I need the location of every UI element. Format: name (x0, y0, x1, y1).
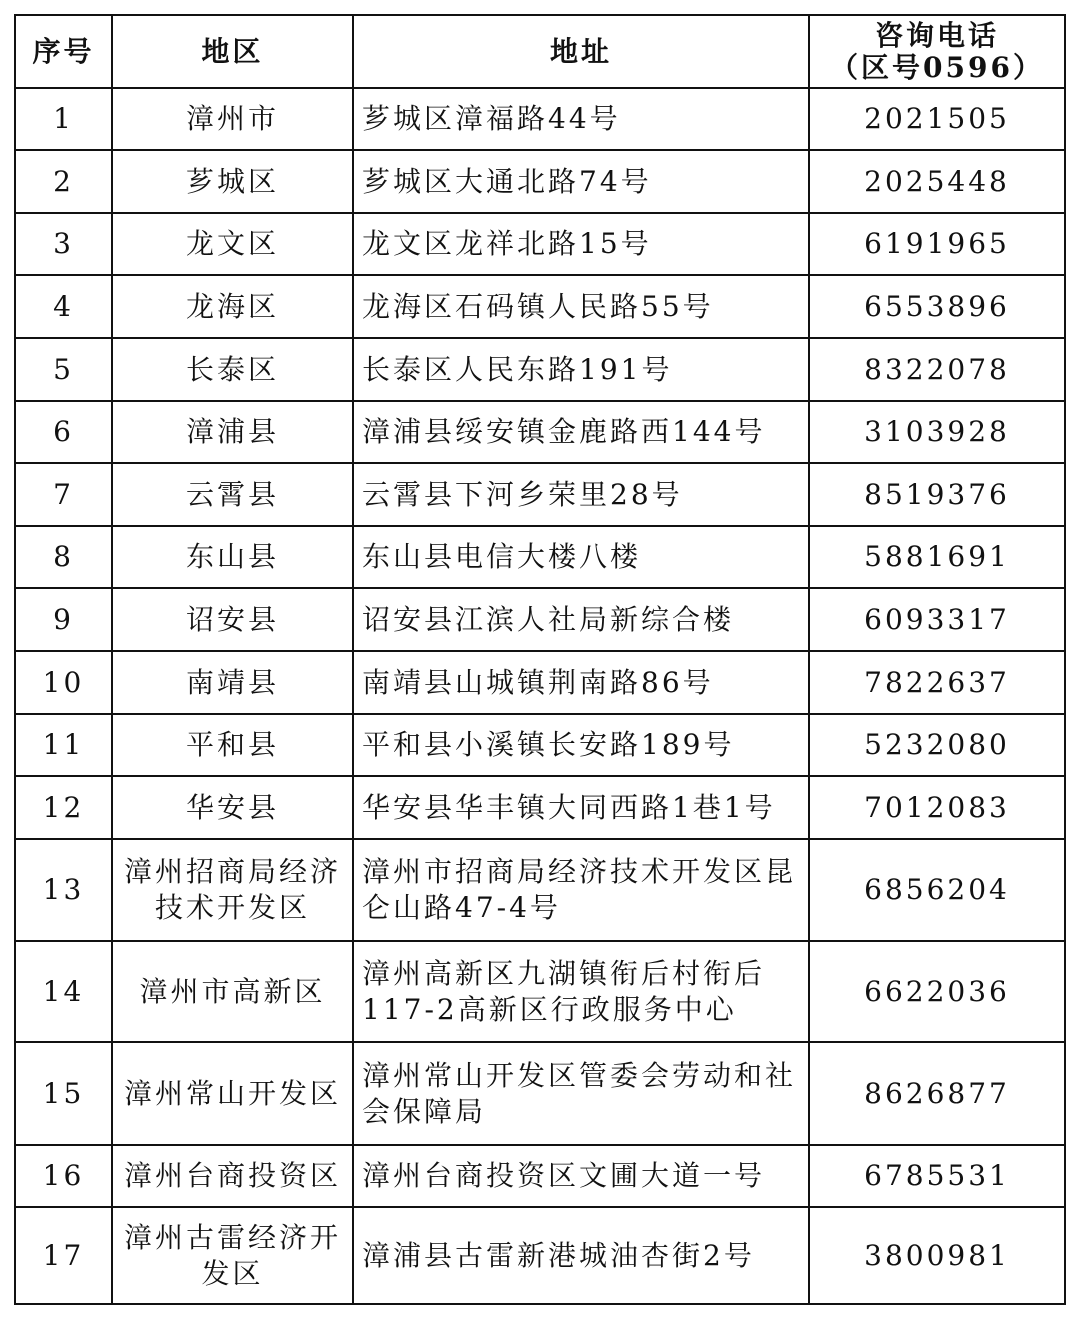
row-address: 漳州台商投资区文圃大道一号 (353, 1145, 809, 1207)
header-no: 序号 (15, 15, 112, 88)
row-no: 17 (15, 1207, 112, 1304)
row-address: 龙文区龙祥北路15号 (353, 213, 809, 275)
table-row (15, 338, 1065, 401)
row-region: 芗城区 (112, 150, 353, 213)
header-phone-label: 咨询电话 (874, 18, 999, 52)
row-address: 南靖县山城镇荆南路86号 (353, 651, 809, 714)
table-row (15, 588, 1065, 651)
header-phone (809, 15, 1065, 88)
table-row (15, 941, 1065, 1042)
row-no: 5 (15, 338, 112, 401)
row-no: 6 (15, 401, 112, 463)
row-address: 漳州市招商局经济技术开发区昆仑山路47-4号 (353, 839, 809, 941)
row-region: 南靖县 (112, 651, 353, 714)
row-no: 2 (15, 150, 112, 213)
table-row (15, 401, 1065, 463)
row-no: 14 (15, 941, 112, 1042)
row-address: 诏安县江滨人社局新综合楼 (353, 588, 809, 651)
row-region: 云霄县 (112, 463, 353, 526)
row-region: 漳州台商投资区 (112, 1145, 353, 1207)
row-phone: 6622036 (809, 941, 1065, 1042)
table-row (15, 1207, 1065, 1304)
row-region: 漳州常山开发区 (112, 1042, 353, 1145)
table-row (15, 88, 1065, 150)
header-row (15, 15, 1065, 88)
row-phone: 6856204 (809, 839, 1065, 941)
row-address: 平和县小溪镇长安路189号 (353, 714, 809, 776)
table-row (15, 776, 1065, 839)
row-region: 漳州古雷经济开发区 (112, 1207, 353, 1304)
row-address: 华安县华丰镇大同西路1巷1号 (353, 776, 809, 839)
table-row (15, 839, 1065, 941)
row-no: 11 (15, 714, 112, 776)
row-no: 1 (15, 88, 112, 150)
contact-table (14, 14, 1066, 1305)
row-no: 15 (15, 1042, 112, 1145)
table-row (15, 651, 1065, 714)
row-region: 平和县 (112, 714, 353, 776)
row-no: 3 (15, 213, 112, 275)
header-region: 地区 (112, 15, 353, 88)
row-region: 龙海区 (112, 275, 353, 338)
row-region: 诏安县 (112, 588, 353, 651)
row-phone: 7822637 (809, 651, 1065, 714)
row-phone: 2025448 (809, 150, 1065, 213)
row-region: 长泰区 (112, 338, 353, 401)
row-no: 12 (15, 776, 112, 839)
row-address: 芗城区漳福路44号 (353, 88, 809, 150)
row-phone: 6191965 (809, 213, 1065, 275)
table-row (15, 275, 1065, 338)
row-phone: 7012083 (809, 776, 1065, 839)
row-phone: 6553896 (809, 275, 1065, 338)
row-phone: 5232080 (809, 714, 1065, 776)
row-address: 长泰区人民东路191号 (353, 338, 809, 401)
header-phone-area-code: （区号0596） (830, 50, 1044, 84)
row-no: 9 (15, 588, 112, 651)
row-no: 7 (15, 463, 112, 526)
row-phone: 6785531 (809, 1145, 1065, 1207)
row-region: 龙文区 (112, 213, 353, 275)
row-phone: 8322078 (809, 338, 1065, 401)
row-address: 云霄县下河乡荣里28号 (353, 463, 809, 526)
row-address: 漳浦县古雷新港城油杏街2号 (353, 1207, 809, 1304)
row-phone: 8626877 (809, 1042, 1065, 1145)
row-address: 漳州高新区九湖镇衔后村衔后117-2高新区行政服务中心 (353, 941, 809, 1042)
row-phone: 3103928 (809, 401, 1065, 463)
row-region: 漳浦县 (112, 401, 353, 463)
row-region: 漳州市 (112, 88, 353, 150)
row-address: 芗城区大通北路74号 (353, 150, 809, 213)
row-no: 4 (15, 275, 112, 338)
table-row (15, 213, 1065, 275)
table-row (15, 463, 1065, 526)
row-address: 龙海区石码镇人民路55号 (353, 275, 809, 338)
table-row (15, 1042, 1065, 1145)
row-no: 13 (15, 839, 112, 941)
row-region: 东山县 (112, 526, 353, 588)
row-address: 东山县电信大楼八楼 (353, 526, 809, 588)
row-address: 漳州常山开发区管委会劳动和社会保障局 (353, 1042, 809, 1145)
row-no: 16 (15, 1145, 112, 1207)
row-region: 漳州招商局经济技术开发区 (112, 839, 353, 941)
row-region: 漳州市高新区 (112, 941, 353, 1042)
row-no: 10 (15, 651, 112, 714)
table-row (15, 526, 1065, 588)
table-row (15, 1145, 1065, 1207)
header-address: 地址 (353, 15, 809, 88)
row-phone: 8519376 (809, 463, 1065, 526)
row-address: 漳浦县绥安镇金鹿路西144号 (353, 401, 809, 463)
row-phone: 6093317 (809, 588, 1065, 651)
row-phone: 2021505 (809, 88, 1065, 150)
row-region: 华安县 (112, 776, 353, 839)
table-row (15, 150, 1065, 213)
table-row (15, 714, 1065, 776)
row-phone: 5881691 (809, 526, 1065, 588)
row-no: 8 (15, 526, 112, 588)
row-phone: 3800981 (809, 1207, 1065, 1304)
